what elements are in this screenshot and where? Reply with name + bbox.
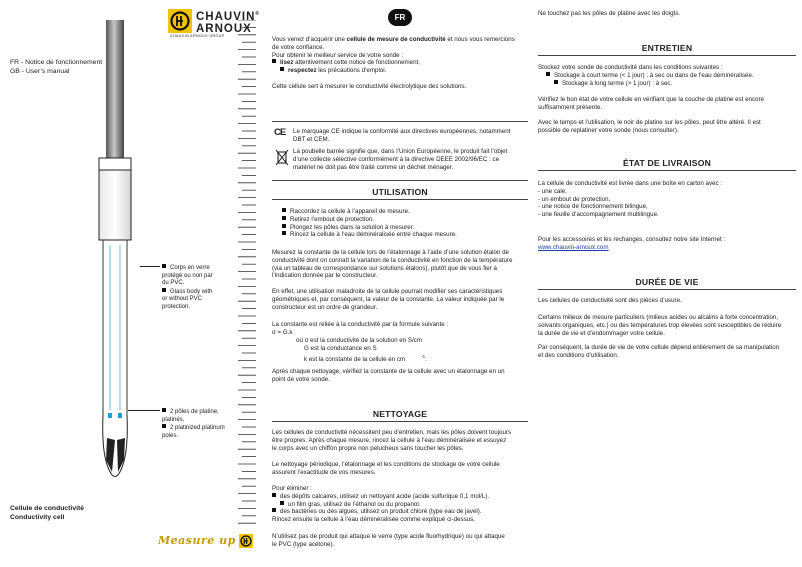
brand-group: CHAUVIN ARNOUX GROUP <box>170 34 225 38</box>
bullet-square <box>280 501 284 505</box>
divider <box>538 289 796 290</box>
divider <box>272 121 528 122</box>
ce-text: Le marquage CE indique la conformité aux directives européennes, notamment DBT et CEM. <box>293 128 511 143</box>
bullet-square <box>162 264 166 268</box>
divider <box>272 199 528 200</box>
bullet-square <box>162 408 166 412</box>
entretien-storage: Stockez votre sonde de conductivité dans les conditions suivantes : Stockage à court terme (< 1 jour) : à sec ou dans de l’eau déminéralisée. Stockage à long terme (> 1 jour) : à sec. <box>538 64 754 87</box>
utilisation-paragraph-2: En effet, une utilisation maladroite de la cellule pourrait modifier ses caractéristiques géométriques et, par conséquent, la valeur de la constante. La valeur indiquée par le constructeur est un ordre de grandeur. <box>272 288 505 311</box>
language-gb: GB - User’s manual <box>10 67 70 75</box>
weee-text: La poubelle barrée signifie que, dans l’Union Européenne, le produit fait l’objet d’une collecte sélective conformément à la directive DEEE 2002/96/EC : ce matériel ne doit pas être traité comme un déchet ménager. <box>293 148 508 171</box>
ca-logo-small-icon <box>239 534 253 548</box>
product-name: Cellule de conductivité Conductivity cell <box>10 505 85 521</box>
bullet-square <box>272 59 276 63</box>
nettoyage-paragraph-4: N’utilisez pas de produit qui attaque le verre (type acide fluorhydrique) ou qui attaque le PVC (type acétone). <box>272 533 505 548</box>
bullet-square <box>280 67 284 71</box>
nettoyage-paragraph-1: Les cellules de conductivité nécessitent peu d’entretien, mais les pôles doivent toujours être propres. Après chaque mesure, rincez la cellule à l’eau déminéralisée et essuyez le corps avec un chiffon propre non pelucheux sans toucher les pôles. <box>272 429 512 452</box>
ce-mark-icon: CE <box>274 127 286 138</box>
divider <box>538 55 796 56</box>
small-logo <box>239 534 253 548</box>
accessories-info: Pour les accessoires et les rechanges, consultez notre site Internet : www.chauvin-arnoux.com <box>538 236 796 252</box>
bullet-square <box>272 508 276 512</box>
bullet-square <box>162 424 166 428</box>
callout-glass-body: Corps en verre protégé ou non par du PVC. Glass body with or without PVC protection. <box>162 265 213 310</box>
callout-leader-line <box>140 266 160 267</box>
bullet-square <box>546 72 550 76</box>
divider <box>272 421 528 422</box>
section-title-nettoyage: NETTOYAGE <box>372 409 428 419</box>
utilisation-steps: Raccordez la cellule à l’appareil de mesure. Retirez l’embout de protection. Plongez les pôles dans la solution à mesurer. Rincez la cellule à l’eau déminéralisée entre chaque mesure. <box>282 208 527 239</box>
duree-paragraph-2: Certains milieux de mesure particuliers (milieux acides ou alcalins à forte concentration, solvants organiques, etc.) ou des températures trop élevées sont susceptibles de réduire la durée de vie et d’endommager votre cellule. <box>538 314 782 337</box>
bullet-square <box>282 208 286 212</box>
intro-section: Vous venez d’acquérir une cellule de mesure de conductivité et nous vous remercions de votre confiance. Pour obtenir le meilleur service de votre sonde : lisez attentivement cette notice de fonctionnement, respectez les précautions d’emploi. Cette cellule sert à mesurer le conductivité électrolytique des solutions. <box>272 36 515 90</box>
bullet-square <box>272 493 276 497</box>
bullet-square <box>282 231 286 235</box>
section-title-utilisation: UTILISATION <box>372 187 428 197</box>
crossed-bin-icon <box>275 148 289 166</box>
bullet-square <box>282 224 286 228</box>
callout-leader-line <box>128 410 160 411</box>
bullet-square <box>282 216 286 220</box>
ca-logo-icon <box>168 9 192 33</box>
chauvin-arnoux-logo <box>168 9 192 33</box>
section-title-duree: DURÉE DE VIE <box>635 277 699 287</box>
conductivity-cell-illustration <box>88 20 168 500</box>
callout-platinum-poles: 2 pôles de platine, platinés. 2 platinized platinum poles. <box>162 409 225 439</box>
divider <box>538 170 796 171</box>
platinum-warning: Ne touchez pas les pôles de platine avec les doigts. <box>538 10 681 17</box>
bullet-square <box>554 80 558 84</box>
utilisation-paragraph-5: Après chaque nettoyage, vérifiez la constante de la cellule avec un étalonnage en un point de votre sonde. <box>272 368 505 383</box>
utilisation-paragraph-1: Mesurez la constante de la cellule lors de l’étalonnage à l’aide d’une solution étalon de conductivité dont on connaît la variation de la conductivité en fonction de la température (via un tableau de correspondance sur solutions étalons), plutôt que de vous fier à l’indication donnée par le constructeur. <box>272 249 513 280</box>
section-title-entretien: ENTRETIEN <box>641 43 693 53</box>
divider <box>272 180 528 181</box>
entretien-paragraph-2: Vérifiez le bon état de votre cellule en vérifiant que la couche de platine est encore suffisamment présente. <box>538 96 764 111</box>
livraison-contents: La cellule de conductivité est livrée dans une boîte en carton avec : - une cale, - un embout de protection, - une notice de fonctionnement bilingue, - une feuille d’accompagnement multilingue. <box>538 180 723 219</box>
nettoyage-list: Pour éliminer : des dépôts calcaires, utilisez un nettoyant acide (acide sulfurique 0,1 mol/L). un film gras, utilisez de l’éthanol ou du propanol. des bactéries ou des algues, utilisez un produit chloré (type eau de javel). Rincez ensuite la cellule à l’eau déminéralisée comme expliqué ci-dessus. <box>272 485 490 524</box>
nettoyage-paragraph-2: Le nettoyage périodique, l’étalonnage et les conditions de stockage de votre cellule assurent l’exactitude de vos mesures. <box>272 461 500 476</box>
bullet-square <box>162 288 166 292</box>
website-link[interactable]: www.chauvin-arnoux.com <box>538 243 609 251</box>
duree-paragraph-1: Les cellules de conductivité sont des pièces d’usure. <box>538 297 682 304</box>
formula-intro: La constante est reliée à la conductivité par la formule suivante : σ = G.k <box>272 321 449 336</box>
language-fr: FR - Notice de fonctionnement <box>10 59 103 66</box>
margin-ruler <box>236 20 258 550</box>
slogan: Measure up <box>158 534 236 547</box>
entretien-paragraph-3: Avec le temps et l’utilisation, le noir de platine sur les pôles, peut être altéré. Il est possible de replatiner votre sonde (nous consulter). <box>538 119 761 134</box>
duree-paragraph-3: Par conséquent, la durée de vie de votre cellule dépend entièrement de sa manipulation et des conditions d’utilisation. <box>538 344 780 359</box>
section-title-livraison: ÉTAT DE LIVRAISON <box>622 158 712 168</box>
formula-legend: où σ est la conductivité de la solution en S/cm G est la conductance en S k est la constante de la cellule en cm $^{-1}$. <box>296 337 427 363</box>
language-badge-fr: FR <box>388 9 412 26</box>
brand-name: CHAUVIN® ARNOUX <box>196 10 261 35</box>
